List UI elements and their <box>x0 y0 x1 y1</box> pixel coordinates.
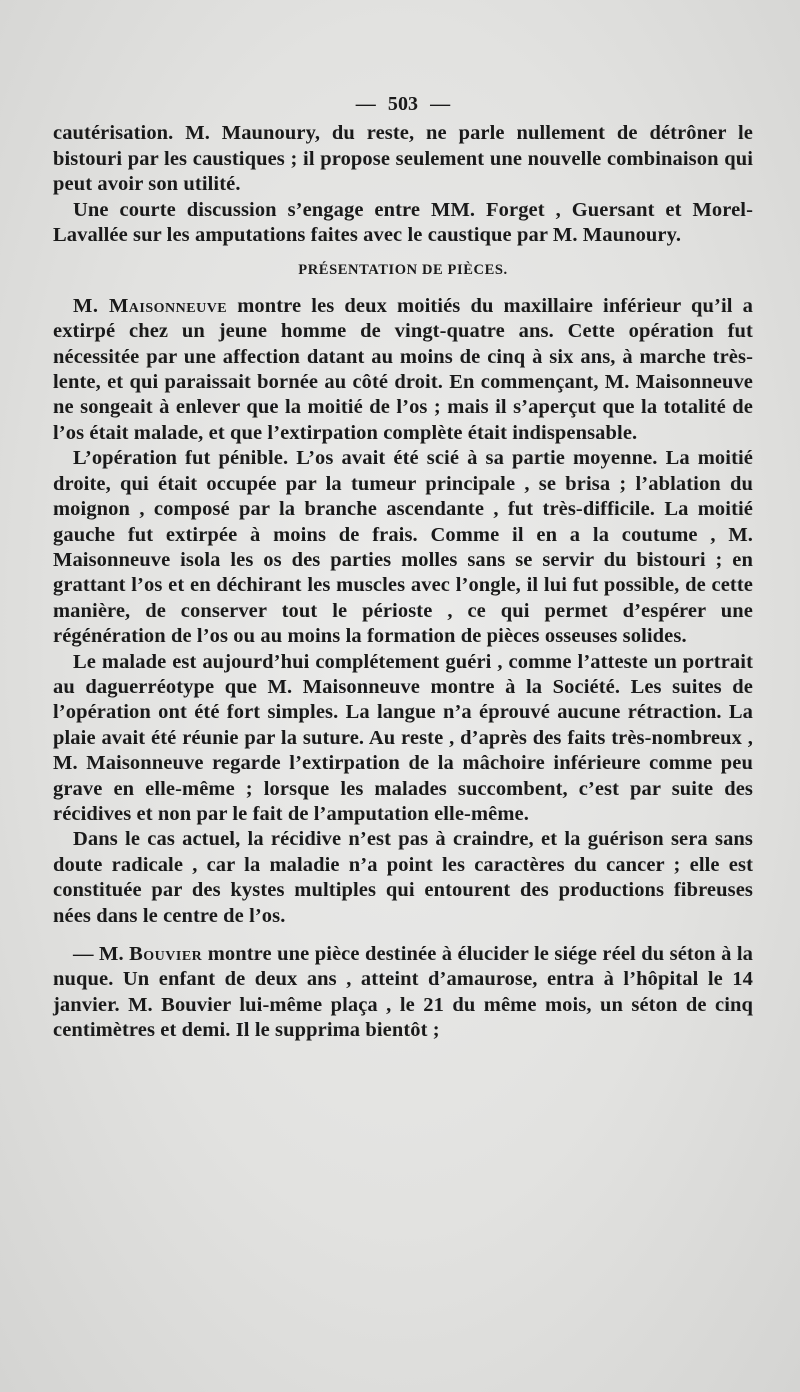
paragraph-gap <box>53 929 753 942</box>
section-heading: PRÉSENTATION DE PIÈCES. <box>298 262 508 279</box>
speaker-name-maisonneuve: M. Maisonneuve <box>73 294 228 317</box>
page-number-header <box>53 92 753 117</box>
paragraph-maisonneuve-text: montre les deux moitiés du maxillaire inférieur qu’il a extirpé chez un jeune homme de vingt-quatre ans. Cette opération fut nécessitée par une affection datant au moins de cinq à six ans, à marche très-lente, et qui paraissait bornée au côté droit. En commençant, M. Maisonneuve ne songeait à enlever que la moitié de l’os ; mais il s’aperçut que la totalité de l’os était malade, et que l’extirpation complète était indispensable. <box>53 294 753 444</box>
paragraph-prognosis: Dans le cas actuel, la récidive n’est pas à craindre, et la guérison sera sans doute radicale , car la maladie n’a point les caractères du cancer ; elle est constituée par des kystes multiples qui entourent des productions fibreuses nées dans le centre de l’os. <box>53 828 753 927</box>
folio-dash-right: — <box>430 93 451 115</box>
speaker-name-bouvier: Bouvier <box>129 943 203 965</box>
paragraph-maunoury-end: cautérisation. M. Maunoury, du reste, ne parle nullement de détrôner le bistouri par les caustiques ; il propose seulement une nouvelle combinaison qui peut avoir son utilité. <box>53 122 753 196</box>
paragraph-discussion: Une courte discussion s’engage entre MM. Forget , Guersant et Morel-Lavallée sur les amputations faites avec le caustique par M. Maunoury. <box>53 198 753 247</box>
paragraph-recovery: Le malade est aujourd’hui complétement guéri , comme l’atteste un portrait au daguerréotype que M. Maisonneuve montre à la Société. Les suites de l’opération ont été fort simples. La langue n’a éprouvé aucune rétraction. La plaie avait été réunie par la suture. Au reste , d’après des faits très-nombreux , M. Maisonneuve regarde l’extirpation de la mâchoire inférieure comme peu grave en elle-même ; lorsque les malades succombent, c’est par suite des récidives et non par le fait de l’amputation elle-même. <box>53 650 753 825</box>
folio-dash-left: — <box>355 93 376 115</box>
paragraph-bouvier <box>53 942 753 1044</box>
paragraph-maisonneuve <box>53 294 753 446</box>
paragraph-bouvier-text: montre une pièce destinée à élucider le siége réel du séton à la nuque. Un enfant de deux ans , atteint d’amaurose, entra à l’hôpital le 14 janvier. M. Bouvier lui-même plaça , le 21 du même mois, un séton de cinq centimètres et demi. Il le supprima bientôt ; <box>53 943 753 1042</box>
bouvier-dash: — M. <box>73 943 130 965</box>
page-number: 503 <box>387 93 419 115</box>
page-content <box>53 92 753 1044</box>
paragraph-operation: L’opération fut pénible. L’os avait été scié à sa partie moyenne. La moitié droite, qui était occupée par la tumeur principale , se brisa ; l’ablation du moignon , composé par la branche ascendante , fut très-difficile. La moitié gauche fut extirpée à moins de frais. Comme il en a la coutume , M. Maisonneuve isola les os des parties molles sans se servir du bistouri ; en grattant l’os et en déchirant les muscles avec l’ongle, il lui fut possible, de cette manière, de conserver tout le périoste , ce qui permet d’espérer une régénération de l’os ou au moins la formation de pièces osseuses solides. <box>53 447 753 648</box>
